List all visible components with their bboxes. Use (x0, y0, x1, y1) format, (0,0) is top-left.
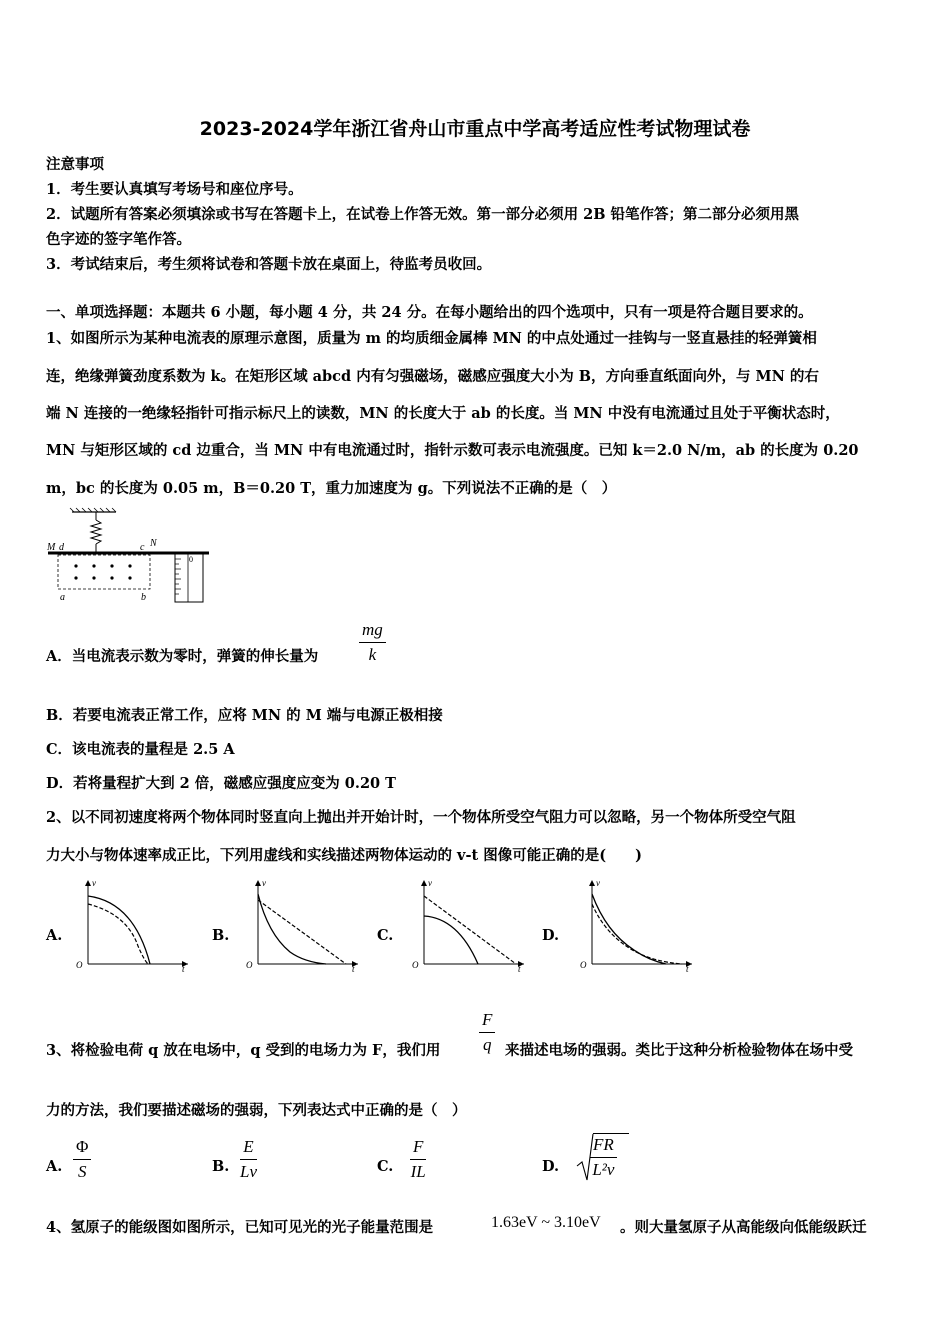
note-line: 3．考试结束后，考生须将试卷和答题卡放在桌面上，待监考员收回。 (46, 256, 492, 273)
q1-line: m，bc 的长度为 0.05 m，B＝0.20 T，重力加速度为 g。下列说法不正确的是（ ） (46, 480, 617, 497)
svg-text:v: v (92, 878, 96, 888)
vt-graph-b (242, 876, 362, 972)
q4-energy-range: 1.63eV ~ 3.10eV (491, 1214, 601, 1231)
svg-text:t: t (352, 964, 355, 972)
q3-line2: 力的方法，我们要描述磁场的强弱，下列表达式中正确的是（ ） (46, 1102, 467, 1119)
q2-line: 2、以不同初速度将两个物体同时竖直向上抛出并开始计时，一个物体所受空气阻力可以忽略，另一个物体所受空气阻 (46, 809, 796, 826)
q1-option-a: A．当电流表示数为零时，弹簧的伸长量为 (46, 648, 319, 665)
svg-text:t: t (518, 964, 521, 972)
q3-line1-post: 来描述电场的强弱。类比于这种分析检验物体在场中受 (505, 1042, 853, 1059)
q3-option-c-fraction: $\frac{F}{IL}$ (410, 1137, 426, 1181)
graph-label-a: A. (46, 927, 63, 944)
sqrt-overline (593, 1133, 629, 1134)
q1-option-d: D．若将量程扩大到 2 倍，磁感应强度应变为 0.20 T (46, 775, 396, 792)
svg-text:v: v (596, 878, 600, 888)
graph-label-d: D. (542, 927, 560, 944)
section-heading: 一、单项选择题：本题共 6 小题，每小题 4 分，共 24 分。在每小题给出的四个选项中，只有一项是符合题目要求的。 (46, 304, 813, 321)
q1-line: 端 N 连接的一绝缘轻指针可指示标尺上的读数，MN 的长度大于 ab 的长度。当 MN 中没有电流通过且处于平衡状态时， (46, 405, 840, 422)
svg-text:O: O (246, 960, 253, 970)
svg-text:O: O (76, 960, 83, 970)
q3-option-d-label: D. (542, 1158, 560, 1175)
label-b: b (141, 592, 146, 603)
svg-text:v: v (428, 878, 432, 888)
svg-text:O: O (580, 960, 587, 970)
label-N: N (150, 538, 157, 549)
fraction-f-over-q: $\frac{F}{q}$ (479, 1010, 495, 1055)
label-zero: 0 (189, 555, 193, 564)
svg-text:t: t (182, 964, 185, 972)
q3-option-b-label: B. (212, 1158, 230, 1175)
note-line: 1．考生要认真填写考场号和座位序号。 (46, 181, 303, 198)
q4-post: 。则大量氢原子从高能级向低能级跃迁 (620, 1219, 867, 1236)
note-line: 2．试题所有答案必须填涂或书写在答题卡上，在试卷上作答无效。第一部分必须用 2B 铅笔作答；第二部分必须用黑 (46, 206, 800, 223)
svg-text:v: v (262, 878, 266, 888)
q1-line: MN 与矩形区域的 cd 边重合，当 MN 中有电流通过时，指针示数可表示电流强度。已知 k＝2.0 N/m，ab 的长度为 0.20 (46, 442, 859, 459)
q3-option-d-fraction: $\frac{FR}{\text{L²v}}$ (590, 1135, 617, 1180)
vt-graph-c (408, 876, 528, 972)
notes-heading: 注意事项 (46, 156, 104, 173)
fraction-mg-over-k: $\frac{mg}{k}$ (359, 620, 386, 665)
q1-option-c: C．该电流表的量程是 2.5 A (46, 741, 235, 758)
q1-option-b: B．若要电流表正常工作，应将 MN 的 M 端与电源正极相接 (46, 707, 443, 724)
graph-label-c: C. (377, 927, 394, 944)
page-title: 2023-2024学年浙江省舟山市重点中学高考适应性考试物理试卷 (199, 118, 751, 140)
q1-line: 连，绝缘弹簧劲度系数为 k。在矩形区域 abcd 内有匀强磁场，磁感应强度大小为 B，方向垂直纸面向外，与 MN 的右 (46, 368, 819, 385)
q1-line: 1、如图所示为某种电流表的原理示意图，质量为 m 的均质细金属棒 MN 的中点处通过一挂钩与一竖直悬挂的轻弹簧相 (46, 330, 817, 347)
label-d: d (59, 542, 64, 553)
graph-label-b: B. (212, 927, 230, 944)
q2-line: 力大小与物体速率成正比，下列用虚线和实线描述两物体运动的 v-t 图像可能正确的是( ) (46, 847, 642, 864)
label-c: c (140, 542, 145, 553)
vt-graph-a (72, 876, 192, 972)
note-line: 色字迹的签字笔作答。 (46, 231, 191, 248)
q3-option-c-label: C. (377, 1158, 394, 1175)
svg-text:O: O (412, 960, 419, 970)
ammeter-diagram (44, 506, 210, 606)
q3-option-b-fraction: $\frac{E}{Lv}$ (240, 1137, 257, 1181)
q3-option-a-fraction: $\frac{\Phi}{S}$ (73, 1137, 91, 1182)
q3-option-a-label: A. (46, 1158, 63, 1175)
label-a: a (60, 592, 65, 603)
q4-pre: 4、氢原子的能级图如图所示，已知可见光的光子能量范围是 (46, 1219, 434, 1236)
vt-graph-d (576, 876, 696, 972)
svg-text:t: t (686, 964, 689, 972)
label-M: M (47, 542, 56, 553)
q3-line1-pre: 3、将检验电荷 q 放在电场中，q 受到的电场力为 F，我们用 (46, 1042, 441, 1059)
